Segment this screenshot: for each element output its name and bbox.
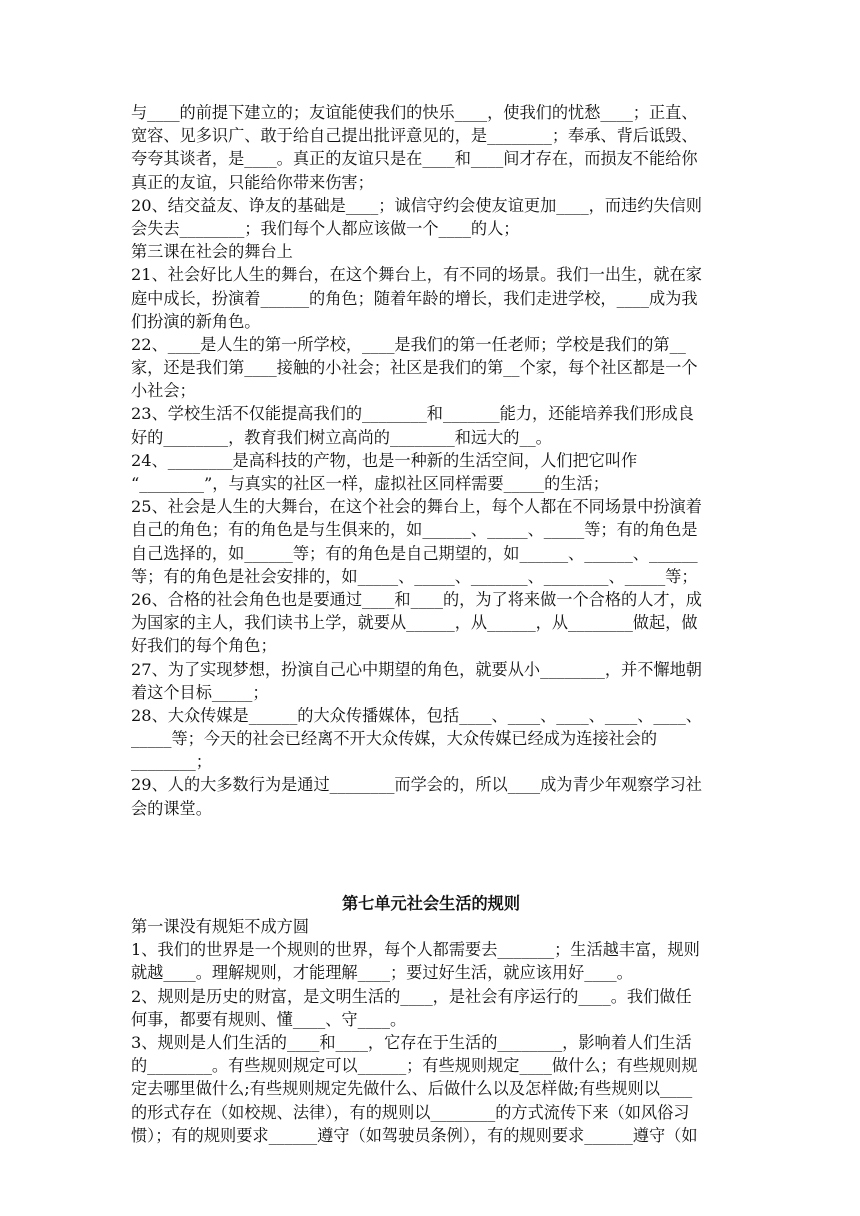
text-line: 小社会； <box>131 381 196 401</box>
section-gap <box>131 820 731 892</box>
text-line: 就越____。理解规则，才能理解____；要过好生活，就应该用好____。 <box>131 963 633 983</box>
text-line: 25、社会是人生的大舞台，在这个社会的舞台上，每个人都在不同场景中扮演着 <box>131 497 702 517</box>
text-line: 与____的前提下建立的；友谊能使我们的快乐____，使我们的忧愁____；正直、 <box>131 103 698 122</box>
document-page <box>131 101 731 1147</box>
text-line: 20、结交益友、诤友的基础是____；诚信守约会使友谊更加____，而违约失信则 <box>131 195 702 215</box>
text-block-top <box>131 101 731 820</box>
text-line: 好我们的每个角色； <box>131 636 277 656</box>
text-line: 的________。有些规则规定可以______；有些规则规定____做什么；有些规则规 <box>131 1056 698 1076</box>
text-line: 着这个目标_____； <box>131 682 269 702</box>
text-line: 等；有的角色是社会安排的，如_____、_____、_______、________、_____等； <box>131 566 698 586</box>
text-line: “________”，与真实的社区一样，虚拟社区同样需要_____的生活； <box>131 474 609 493</box>
text-line: 21、社会好比人生的舞台，在这个舞台上，有不同的场景。我们一出生，就在家 <box>131 265 702 285</box>
text-line: 3、规则是人们生活的____和____，它存在于生活的________，影响着人们生活 <box>131 1032 692 1052</box>
text-line: 会的课堂。 <box>131 798 212 818</box>
text-line: 家，还是我们第____接触的小社会；社区是我们的第__个家，每个社区都是一个 <box>131 358 698 378</box>
text-line: 26、合格的社会角色也是要通过____和____的，为了将来做一个合格的人才，成 <box>131 589 702 609</box>
text-line: 庭中成长，扮演着______的角色；随着年龄的增长，我们走进学校，____成为我 <box>131 288 698 308</box>
text-line: 惯）；有的规则要求______遵守（如驾驶员条例），有的规则要求______遵守（如 <box>131 1125 698 1145</box>
text-line: ________； <box>131 752 212 772</box>
text-line: 24、________是高科技的产物，也是一种新的生活空间，人们把它叫作 <box>131 450 638 470</box>
text-line: 23、学校生活不仅能提高我们的________和_______能力，还能培养我们形成良 <box>131 404 694 424</box>
text-line: 22、____是人生的第一所学校，____是我们的第一任老师；学校是我们的第__ <box>131 334 686 354</box>
text-line: 自己选择的，如______等；有的角色是自己期望的，如______、______、______ <box>131 543 698 563</box>
text-line: 的形式存在（如校规、法律），有的规则以________的方式流传下来（如风俗习 <box>131 1102 690 1122</box>
unit-title: 第七单元社会生活的规则 <box>341 893 521 913</box>
text-line: 会失去________；我们每个人都应该做一个____的人； <box>131 218 520 238</box>
text-line: 第一课没有规矩不成方圆 <box>131 917 310 936</box>
text-line: 为国家的主人，我们读书上学，就要从______，从______，从________做起，做 <box>131 613 698 633</box>
text-line: _____等；今天的社会已经离不开大众传媒，大众传媒已经成为连接社会的 <box>131 729 658 749</box>
text-line: 好的________，教育我们树立高尚的________和远大的__。 <box>131 427 552 447</box>
text-line: 第三课在社会的舞台上 <box>131 242 293 262</box>
text-line: 定去哪里做什么;有些规则规定先做什么、后做什么以及怎样做;有些规则以____ <box>131 1079 693 1099</box>
text-line: 们扮演的新角色。 <box>131 311 261 331</box>
text-line: 夸夸其谈者，是____。真正的友谊只是在____和____间才存在，而损友不能给你 <box>131 149 698 169</box>
text-line: 2、规则是历史的财富，是文明生活的____，是社会有序运行的____。我们做任 <box>131 986 692 1006</box>
text-line: 自己的角色；有的角色是与生俱来的，如______、_____、_____等；有的角色是 <box>131 520 698 540</box>
text-line: 29、人的大多数行为是通过________而学会的，所以____成为青少年观察学习社 <box>131 775 702 795</box>
text-line: 何事，都要有规则、懂____、守____。 <box>131 1009 407 1029</box>
text-line: 真正的友谊，只能给你带来伤害； <box>131 172 374 192</box>
text-line: 宽容、见多识广、敢于给自己提出批评意见的，是________；奉承、背后诋毁、 <box>131 126 698 146</box>
text-line: 27、为了实现梦想，扮演自己心中期望的角色，就要从小________，并不懈地朝 <box>131 659 702 679</box>
text-line: 28、大众传媒是______的大众传播媒体，包括____、____、____、____、____、 <box>131 705 702 725</box>
text-block-bottom <box>131 915 731 1147</box>
text-line: 1、我们的世界是一个规则的世界，每个人都需要去_______；生活越丰富，规则 <box>131 940 700 960</box>
